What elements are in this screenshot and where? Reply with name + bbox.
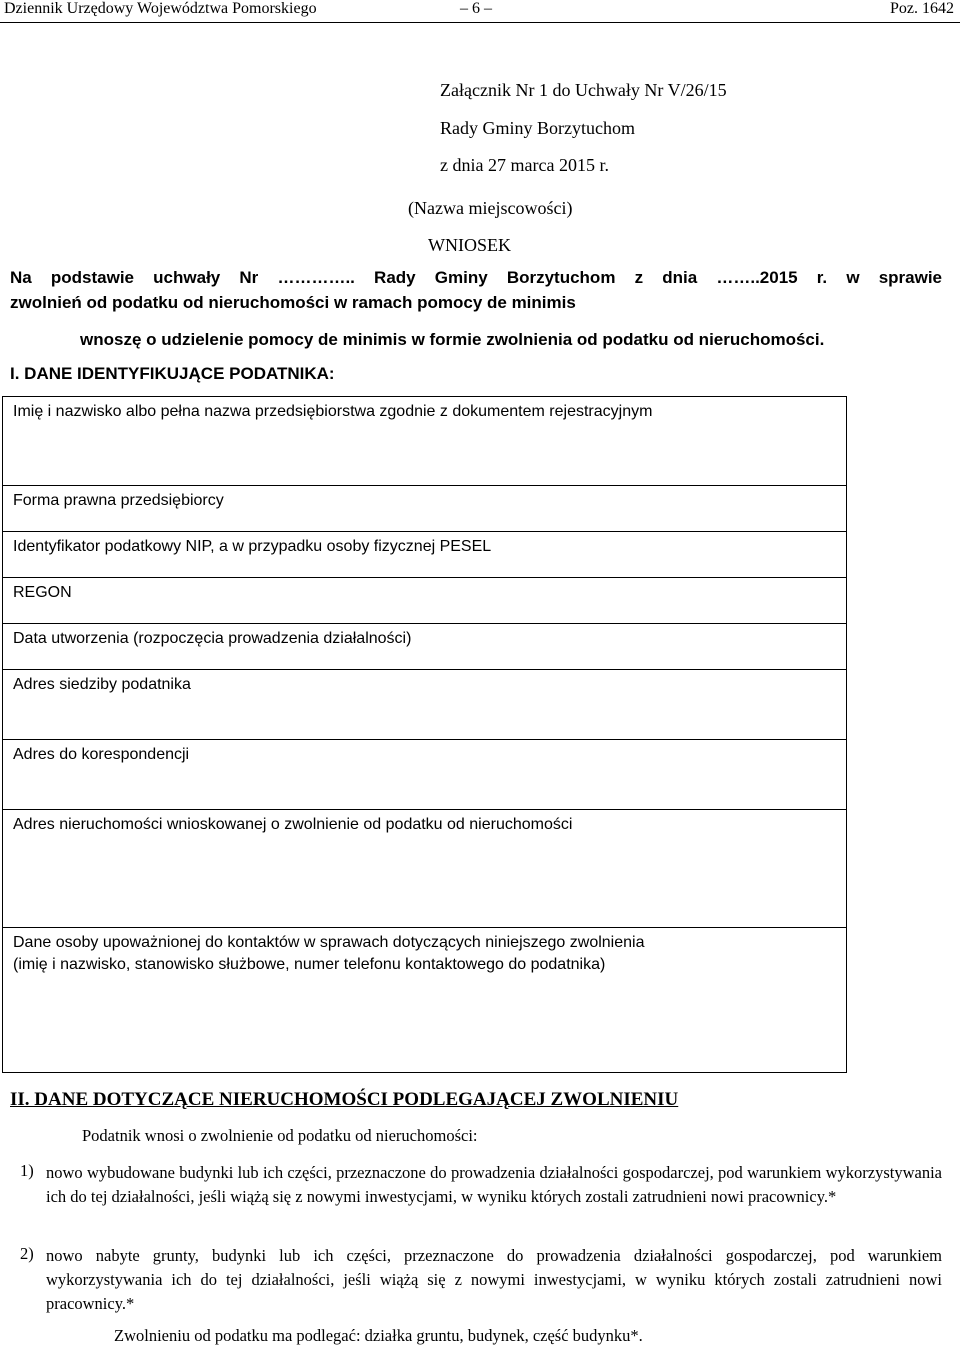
header-rule: [0, 22, 960, 23]
position-number: Poz. 1642: [890, 0, 954, 17]
page-number: – 6 –: [460, 0, 492, 17]
field-label: Adres siedziby podatnika: [13, 676, 191, 693]
field-label: REGON: [13, 584, 72, 601]
item-2-text: nowo nabyte grunty, budynki lub ich części, przeznaczone do prowadzenia działalności gospodarczej, pod warunkiem wykorzystywania ich do tej działalności, jeśli wiążą się z nowymi inwestycjami, w wyniku których zostali zatrudnieni nowi pracownicy.*: [46, 1246, 942, 1313]
section-2-heading: II. DANE DOTYCZĄCE NIERUCHOMOŚCI PODLEGAJĄCEJ ZWOLNIENIU: [10, 1089, 679, 1110]
item-2-number: 2): [20, 1244, 34, 1263]
closing-statement: Zwolnieniu od podatku ma podlegać: działka gruntu, budynek, część budynku*.: [114, 1326, 643, 1345]
annex-line-3: z dnia 27 marca 2015 r.: [440, 155, 609, 175]
field-headquarters-address[interactable]: [3, 670, 846, 740]
field-label: Data utworzenia (rozpoczęcia prowadzenia działalności): [13, 630, 412, 647]
taxpayer-data-form: [2, 396, 847, 1073]
document-title: WNIOSEK: [428, 235, 511, 255]
field-authorized-contact[interactable]: [3, 928, 846, 1074]
field-correspondence-address[interactable]: [3, 740, 846, 810]
request-statement: wnoszę o udzielenie pomocy de minimis w formie zwolnienia od podatku od nieruchomości.: [80, 330, 825, 349]
field-label: Dane osoby upoważnionej do kontaktów w sprawach dotyczących niniejszego zwolnienia: [13, 934, 645, 951]
field-label: Imię i nazwisko albo pełna nazwa przedsiębiorstwa zgodnie z dokumentem rejestracyjnym: [13, 403, 653, 420]
intro-line-2: zwolnień od podatku od nieruchomości w ramach pomocy de minimis: [10, 293, 576, 312]
field-regon[interactable]: [3, 578, 846, 624]
field-property-address[interactable]: [3, 810, 846, 928]
section-1-heading: I. DANE IDENTYFIKUJĄCE PODATNIKA:: [10, 364, 335, 383]
field-label: Adres nieruchomości wnioskowanej o zwolnienie od podatku od nieruchomości: [13, 816, 573, 833]
field-label-note: (imię i nazwisko, stanowisko służbowe, numer telefonu kontaktowego do podatnika): [13, 956, 606, 973]
field-label: Adres do korespondencji: [13, 746, 190, 763]
journal-title: Dziennik Urzędowy Województwa Pomorskiego: [4, 0, 317, 17]
field-full-name[interactable]: [3, 397, 846, 486]
item-1-text: nowo wybudowane budynki lub ich części, przeznaczone do prowadzenia działalności gospodarczej, pod warunkiem wykorzystywania ich do tej działalności, jeśli wiążą się z nowymi inwestycjami, w wyniku których zostali zatrudnieni nowi pracownicy.*: [46, 1163, 942, 1206]
item-1-number: 1): [20, 1161, 34, 1180]
field-nip-pesel[interactable]: [3, 532, 846, 578]
section-2-lead: Podatnik wnosi o zwolnienie od podatku od nieruchomości:: [82, 1126, 478, 1145]
annex-line-2: Rady Gminy Borzytuchom: [440, 118, 635, 138]
field-legal-form[interactable]: [3, 486, 846, 532]
field-label: Forma prawna przedsiębiorcy: [13, 492, 224, 509]
annex-line-1: Załącznik Nr 1 do Uchwały Nr V/26/15: [440, 80, 727, 100]
field-label: Identyfikator podatkowy NIP, a w przypadku osoby fizycznej PESEL: [13, 538, 492, 555]
place-name: (Nazwa miejscowości): [408, 198, 573, 218]
intro-line-1: Na podstawie uchwały Nr ………….. Rady Gminy Borzytuchom z dnia ……..2015 r. w sprawie: [10, 268, 942, 287]
field-start-date[interactable]: [3, 624, 846, 670]
